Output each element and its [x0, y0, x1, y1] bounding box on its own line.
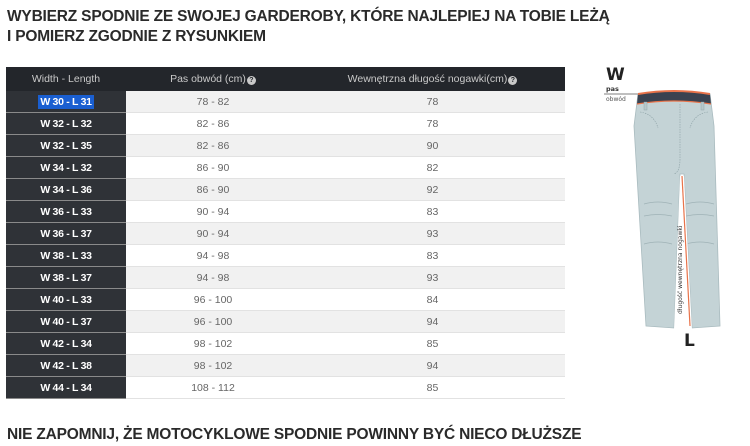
size-table [6, 67, 565, 399]
table-row [6, 355, 565, 377]
waist-cell: 82 - 86 [126, 135, 300, 157]
size-cell: W 36 - L 33 [6, 201, 126, 223]
selected-text: W 30 - L 31 [40, 95, 92, 108]
size-cell: W 42 - L 34 [6, 333, 126, 355]
inseam-cell: 93 [300, 223, 565, 245]
size-cell: W 40 - L 33 [6, 289, 126, 311]
table-row [6, 113, 565, 135]
table-row [6, 245, 565, 267]
waist-cell: 94 - 98 [126, 267, 300, 289]
waist-cell: 98 - 102 [126, 333, 300, 355]
w-label-pas: pas [606, 85, 619, 93]
inseam-cell: 78 [300, 113, 565, 135]
inseam-label: długość wewnętrzna nogawki [677, 225, 684, 314]
inseam-cell: 82 [300, 157, 565, 179]
waist-cell: 90 - 94 [126, 201, 300, 223]
header-waist: Pas obwód (cm) ? [126, 67, 300, 91]
waist-cell: 96 - 100 [126, 311, 300, 333]
heading-line-1: WYBIERZ SPODNIE ZE SWOJEJ GARDEROBY, KTÓRE NAJLEPIEJ NA TOBIE LEŻĄ [7, 8, 610, 25]
table-row [6, 333, 565, 355]
inseam-cell: 84 [300, 289, 565, 311]
waist-cell: 82 - 86 [126, 113, 300, 135]
inseam-cell: 94 [300, 355, 565, 377]
size-cell: W 40 - L 37 [6, 311, 126, 333]
inseam-cell: 92 [300, 179, 565, 201]
inseam-cell: 85 [300, 377, 565, 399]
header-size: Width - Length [6, 67, 126, 91]
table-row [6, 267, 565, 289]
table-row [6, 289, 565, 311]
table-row [6, 157, 565, 179]
size-cell: W 36 - L 37 [6, 223, 126, 245]
inseam-cell: 85 [300, 333, 565, 355]
page-heading [7, 7, 610, 47]
inseam-cell: 93 [300, 267, 565, 289]
inseam-cell: 83 [300, 201, 565, 223]
help-icon[interactable]: ? [508, 76, 517, 85]
l-letter: L [684, 331, 695, 351]
pants-illustration-icon [600, 64, 750, 354]
table-row [6, 223, 565, 245]
size-cell [6, 91, 126, 113]
size-cell: W 34 - L 36 [6, 179, 126, 201]
table-row [6, 377, 565, 399]
waist-cell: 78 - 82 [126, 91, 300, 113]
size-cell: W 32 - L 35 [6, 135, 126, 157]
help-icon[interactable]: ? [247, 76, 256, 85]
waist-cell: 96 - 100 [126, 289, 300, 311]
size-cell: W 38 - L 33 [6, 245, 126, 267]
waist-cell: 86 - 90 [126, 157, 300, 179]
table-row [6, 135, 565, 157]
w-label-obwod: obwód [606, 96, 626, 103]
size-cell: W 44 - L 34 [6, 377, 126, 399]
inseam-cell: 83 [300, 245, 565, 267]
size-cell: W 42 - L 38 [6, 355, 126, 377]
table-header-row [6, 67, 565, 91]
size-cell: W 32 - L 32 [6, 113, 126, 135]
bottom-heading: NIE ZAPOMNIJ, ŻE MOTOCYKLOWE SPODNIE POWINNY BYĆ NIECO DŁUŻSZE [7, 426, 582, 443]
waist-cell: 108 - 112 [126, 377, 300, 399]
table-row [6, 201, 565, 223]
size-cell: W 38 - L 37 [6, 267, 126, 289]
header-inseam: Wewnętrzna długość nogawki(cm) ? [300, 67, 565, 91]
w-letter: W [606, 65, 625, 85]
pants-measurement-diagram [600, 64, 750, 354]
table-row [6, 311, 565, 333]
table-row [6, 91, 565, 113]
heading-line-2: I POMIERZ ZGODNIE Z RYSUNKIEM [7, 28, 266, 45]
waist-cell: 90 - 94 [126, 223, 300, 245]
inseam-cell: 90 [300, 135, 565, 157]
waist-cell: 86 - 90 [126, 179, 300, 201]
inseam-cell: 94 [300, 311, 565, 333]
size-cell: W 34 - L 32 [6, 157, 126, 179]
waist-cell: 98 - 102 [126, 355, 300, 377]
table-row [6, 179, 565, 201]
inseam-cell: 78 [300, 91, 565, 113]
waist-cell: 94 - 98 [126, 245, 300, 267]
